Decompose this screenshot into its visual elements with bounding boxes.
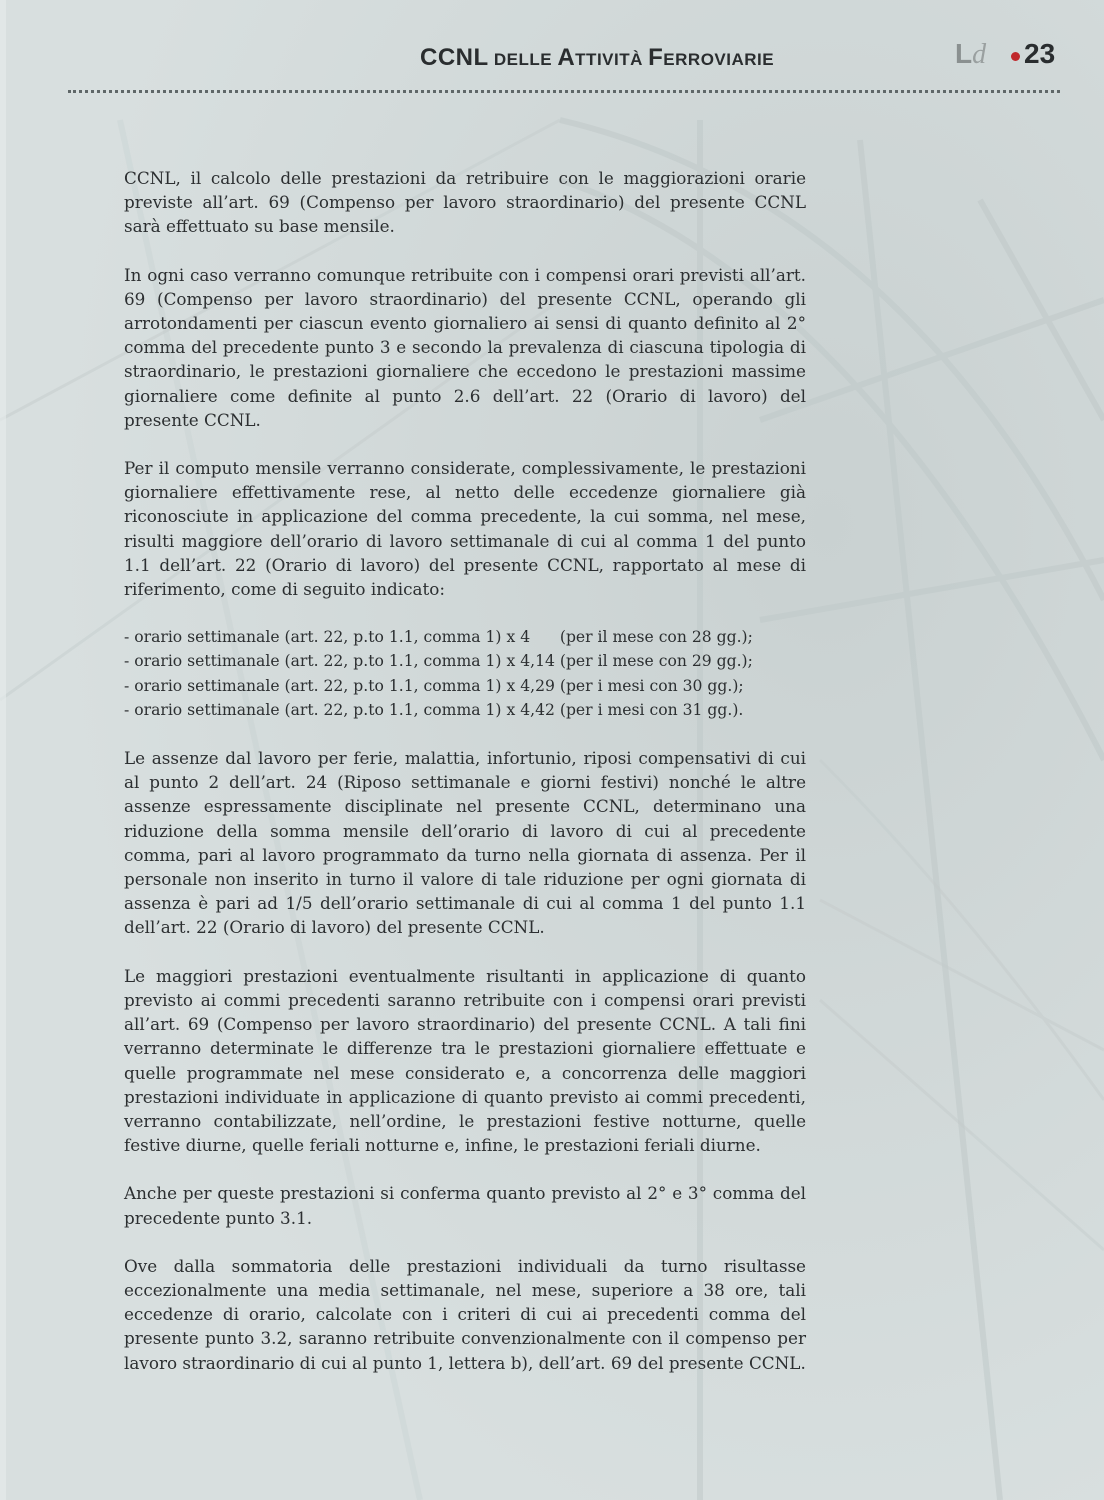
title-part: F — [648, 44, 664, 71]
paragraph: In ogni caso verranno comunque retribuite con i compensi orari previsti all’art. 69 (Compenso per lavoro straordinario) del presente CCNL, operando gli arrotondamenti per ciascun evento giornaliero ai sensi di quanto definito al 2° comma del precedente punto 3 e secondo la prevalenza di ciascuna tipologia di straordinario, le prestazioni giornaliere che eccedono le prestazioni massime giornaliere come definite al punto 2.6 dell’art. 22 (Orario di lavoro) del presente CCNL. — [124, 264, 806, 430]
logo-letter-l: L — [955, 38, 973, 69]
dotted-divider — [68, 90, 1060, 93]
page-number: 23 — [1024, 38, 1056, 69]
title-part: CCNL — [420, 44, 489, 71]
running-title — [420, 44, 774, 72]
title-part: ERROVIARIE — [663, 50, 775, 69]
paragraph: Anche per queste prestazioni si conferma quanto previsto al 2° e 3° comma del precedente punto 3.1. — [124, 1183, 806, 1228]
title-part: A — [557, 44, 576, 71]
body-text — [124, 166, 806, 1399]
paragraph: Le maggiori prestazioni eventualmente risultanti in applicazione di quanto previsto ai commi precedenti saranno retribuite con i compensi orari previsti all’art. 69 (Compenso per lavoro straordinario) del presente CCNL. A tali fini verranno determinate le differenze tra le prestazioni giornaliere effettuate e quelle programmate nel mese considerato e, a concorrenza delle maggiori prestazioni individuate in applicazione di quanto previsto ai commi precedenti, verranno contabilizzate, nell’ordine, le prestazioni festive notturne, quelle festive diurne, quelle feriali notturne e, infine, le prestazioni feriali diurne. — [124, 965, 806, 1156]
hours-list — [124, 625, 806, 722]
list-item: - orario settimanale (art. 22, p.to 1.1, comma 1) x 4 (per il mese con 28 gg.); — [124, 628, 753, 647]
page-header — [0, 36, 1104, 86]
paragraph: Le assenze dal lavoro per ferie, malattia, infortunio, riposi compensativi di cui al punto 2 dell’art. 24 (Riposo settimanale e giorni festivi) nonché le altre assenze espressamente disciplinate nel presente CCNL, determinano una riduzione della somma mensile dell’orario di lavoro di cui al precedente comma, pari al lavoro programmato da turno nella giornata di assenza. Per il personale non inserito in turno il valore di tale riduzione per ogni giornata di assenza è pari ad 1/5 dell’orario settimanale di cui al comma 1 del punto 1.1 dell’art. 22 (Orario di lavoro) del presente CCNL. — [124, 748, 806, 938]
list-item: - orario settimanale (art. 22, p.to 1.1, comma 1) x 4,14 (per il mese con 29 gg.); — [124, 652, 753, 671]
title-part: DELLE — [488, 50, 558, 69]
list-item: - orario settimanale (art. 22, p.to 1.1, comma 1) x 4,29 (per i mesi con 30 gg.); — [124, 676, 744, 695]
logo-letter-d: d — [972, 39, 987, 70]
paragraph: Ove dalla sommatoria delle prestazioni individuali da turno risultasse eccezionalmente una media settimanale, nel mese, superiore a 38 ore, tali eccedenze di orario, calcolate con i criteri di cui ai precedenti comma del presente punto 3.2, saranno retribuite convenzionalmente con il compenso per lavoro straordinario di cui al punto 1, lettera b), dell’art. 69 del presente CCNL. — [124, 1255, 806, 1373]
list-item: - orario settimanale (art. 22, p.to 1.1, comma 1) x 4,42 (per i mesi con 31 gg.). — [124, 700, 744, 719]
paragraph: Per il computo mensile verranno considerate, complessivamente, le prestazioni giornaliere effettivamente rese, al netto delle eccedenze giornaliere già riconosciute in applicazione del comma precedente, la cui somma, nel mese, risulti maggiore dell’orario di lavoro settimanale di cui al comma 1 del punto 1.1 dell’art. 22 (Orario di lavoro) del presente CCNL, rapportato al mese di riferimento, come di seguito indicato: — [124, 458, 806, 600]
ld-logo — [955, 38, 986, 71]
title-part: TTIVITÀ — [575, 50, 649, 69]
red-dot-icon — [1011, 52, 1020, 61]
paragraph: CCNL, il calcolo delle prestazioni da retribuire con le maggiorazioni orarie previste all’art. 69 (Compenso per lavoro straordinario) del presente CCNL sarà effettuato su base mensile. — [124, 168, 806, 237]
